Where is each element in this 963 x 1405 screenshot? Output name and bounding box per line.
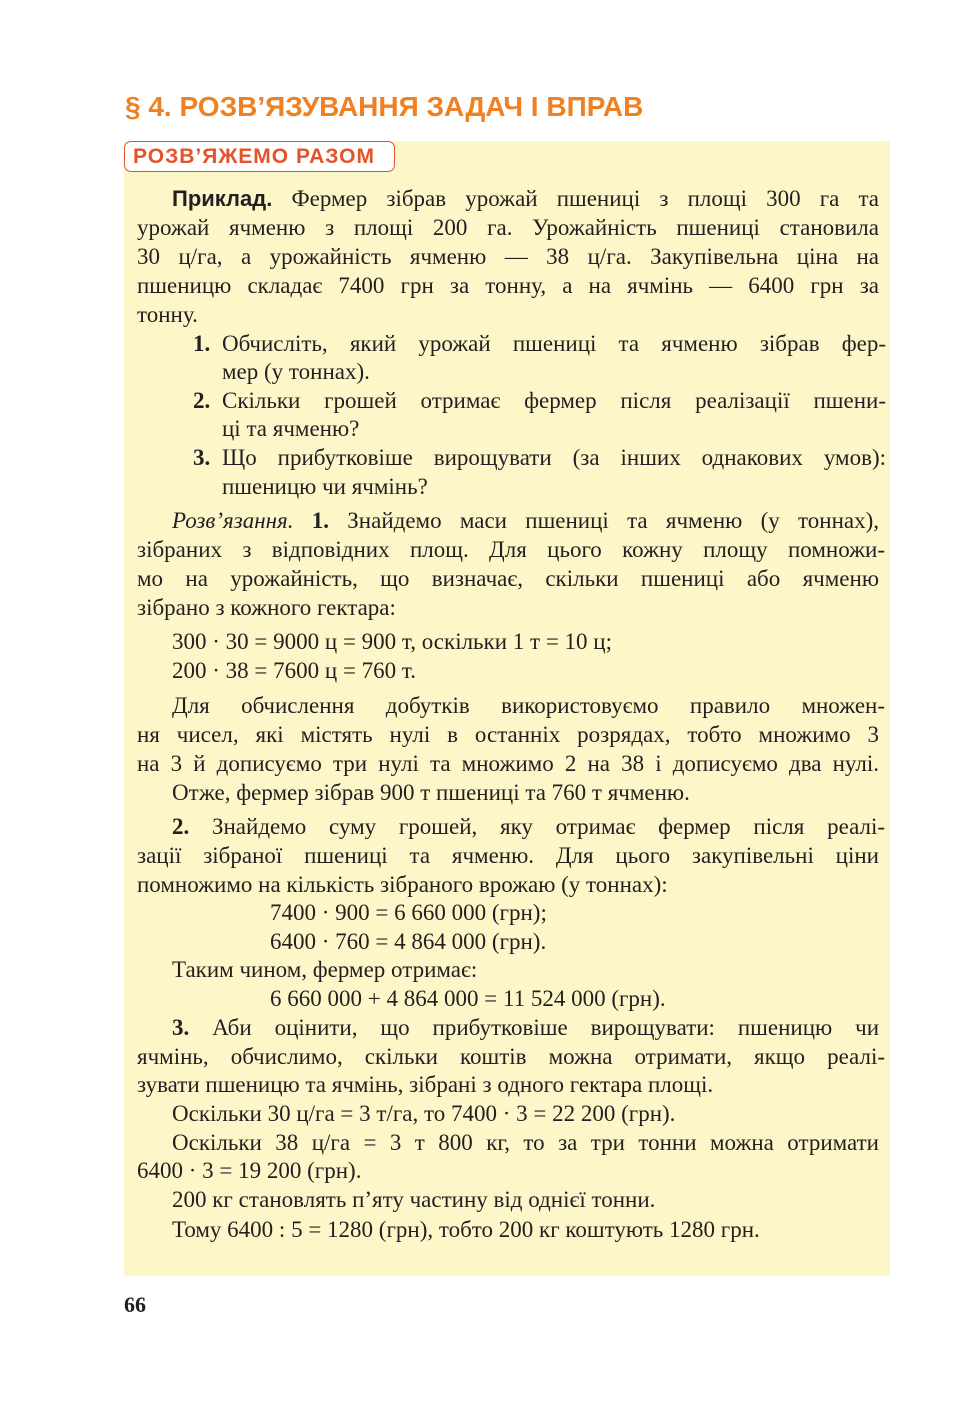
question-item <box>193 386 886 415</box>
solution-text: Знайдемо суму грошей, яку отримає фермер після реалі- <box>211 814 885 839</box>
solution-line: зувати пшеницю та ячмінь, зібрані з одного гектара площі. <box>137 1072 714 1097</box>
example-line: тонну. <box>137 302 198 327</box>
solution-line: мо на урожайність, що визначає, скільки пшениці або ячменю <box>137 566 879 591</box>
question-text: Скільки грошей отримає фермер після реалізації пшени- <box>222 388 886 413</box>
solution-line: Оскільки 30 ц/га = 3 т/га, то 7400 · 3 = 22 200 (грн). <box>172 1101 676 1126</box>
example-line: пшеницю складає 7400 грн за тонну, а на ячмінь — 6400 грн за <box>137 273 879 298</box>
solution-text: Аби оцінити, що прибутковіше вирощувати: пшеницю чи <box>212 1015 880 1040</box>
formula-line: 6 660 000 + 4 864 000 = 11 524 000 (грн). <box>270 986 666 1011</box>
solution-line: зібраних з відповідних площ. Для цього кожну площу помножи- <box>137 537 885 562</box>
formula-line: 200 · 38 = 7600 ц = 760 т. <box>172 658 416 683</box>
question-line: ці та ячменю? <box>222 416 360 441</box>
solution-line: ячмінь, обчислимо, скільки коштів можна отримати, якщо реалі- <box>137 1044 885 1069</box>
example-lead: Приклад. <box>172 186 273 211</box>
formula-line: 300 · 30 = 9000 ц = 900 т, оскільки 1 т = 10 ц; <box>172 629 612 654</box>
section-label-text: РОЗВ’ЯЖЕМО РАЗОМ <box>133 145 375 168</box>
solution-line <box>172 506 879 535</box>
example-line <box>172 184 879 213</box>
solution-line: 200 кг становлять п’яту частину від однієї тонни. <box>172 1187 656 1212</box>
step-number: 1. <box>311 508 329 533</box>
question-item <box>193 329 886 358</box>
solution-line: Таким чином, фермер отримає: <box>172 957 478 982</box>
solution-text: Знайдемо маси пшениці та ячменю (у тоннах), <box>347 508 879 533</box>
solution-line: Оскільки 38 ц/га = 3 т 800 кг, то за три тонни можна отримати <box>172 1130 879 1155</box>
example-text: Фермер зібрав урожай пшениці з площі 300 га та <box>291 186 880 211</box>
formula-line: 6400 · 760 = 4 864 000 (грн). <box>270 929 547 954</box>
step-number: 2. <box>172 814 190 839</box>
solution-line: Для обчислення добутків використовуємо правило множен- <box>172 693 885 718</box>
solution-line: зібрано з кожного гектара: <box>137 595 396 620</box>
formula-line: 7400 · 900 = 6 660 000 (грн); <box>270 900 547 925</box>
question-number: 1. <box>193 331 211 356</box>
page-title: § 4. РОЗВ’ЯЗУВАННЯ ЗАДАЧ І ВПРАВ <box>125 91 644 122</box>
solution-line <box>172 1013 879 1042</box>
page-number: 66 <box>124 1292 146 1317</box>
step-number: 3. <box>172 1015 190 1040</box>
solution-line: ня чисел, які містять нулі в останніх розрядах, тобто множимо 3 <box>137 722 879 747</box>
solution-line: помножимо на кількість зібраного врожаю (у тоннах): <box>137 872 668 897</box>
solution-line: Тому 6400 : 5 = 1280 (грн), тобто 200 кг коштують 1280 грн. <box>172 1217 760 1242</box>
solution-line <box>172 812 885 841</box>
question-number: 3. <box>193 445 211 470</box>
example-line: 30 ц/га, а урожайність ячменю — 38 ц/га. Закупівельна ціна на <box>137 244 879 269</box>
section-label <box>124 141 395 172</box>
question-line: мер (у тоннах). <box>222 359 370 384</box>
question-text: Що прибутковіше вирощувати (за інших однакових умов): <box>222 445 886 470</box>
question-item <box>193 443 886 472</box>
question-number: 2. <box>193 388 211 413</box>
solution-lead: Розв’язання. <box>172 508 294 533</box>
solution-line: зації зібраної пшениці та ячменю. Для цього закупівельні ціни <box>137 843 879 868</box>
example-line: урожай ячменю з площі 200 га. Урожайність пшениці становила <box>137 215 879 240</box>
question-text: Обчисліть, який урожай пшениці та ячменю зібрав фер- <box>222 331 886 356</box>
question-line: пшеницю чи ячмінь? <box>222 474 428 499</box>
solution-line: Отже, фермер зібрав 900 т пшениці та 760 т ячменю. <box>172 780 690 805</box>
solution-line: на 3 й дописуємо три нулі та множимо 2 на 38 і дописуємо два нулі. <box>137 751 879 776</box>
solution-line: 6400 · 3 = 19 200 (грн). <box>137 1158 362 1183</box>
